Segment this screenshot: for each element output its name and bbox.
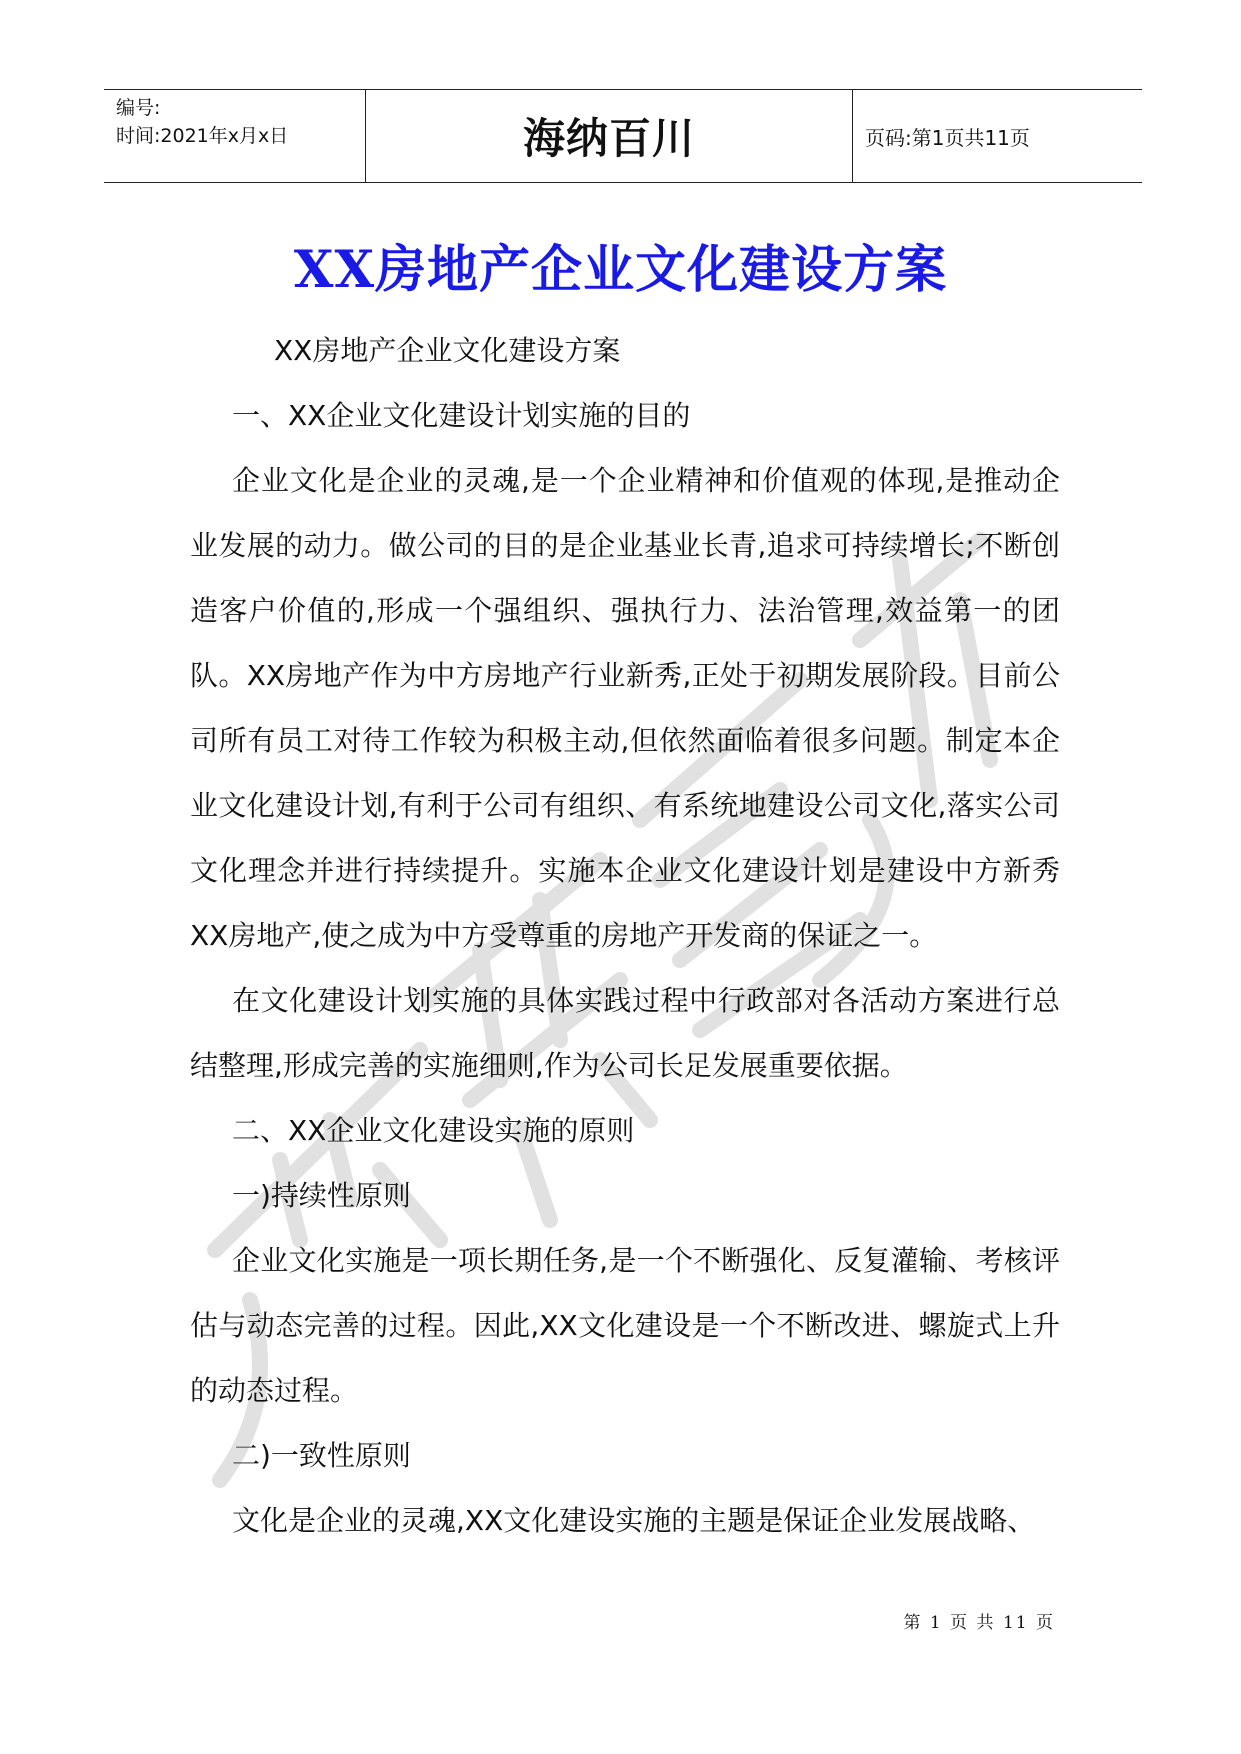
paragraph: 企业文化实施是一项长期任务,是一个不断强化、反复灌输、考核评估与动态完善的过程。因此,XX文化建设是一个不断改进、螺旋式上升的动态过程。 — [190, 1244, 1060, 1407]
header-meta — [104, 90, 366, 182]
document-title: XX房地产企业文化建设方案 — [293, 240, 948, 300]
subsection-heading: 一)持续性原则 — [232, 1179, 411, 1212]
section-heading: 二、XX企业文化建设实施的原则 — [232, 1114, 635, 1147]
document-header — [104, 89, 1142, 183]
paragraph: 在文化建设计划实施的具体实践过程中行政部对各活动方案进行总结整理,形成完善的实施细则,作为公司长足发展重要依据。 — [190, 984, 1060, 1082]
document-number: 编号: — [116, 97, 161, 119]
paragraph: 企业文化是企业的灵魂,是一个企业精神和价值观的体现,是推动企业发展的动力。做公司的目的是企业基业长青,追求可持续增长;不断创造客户价值的,形成一个强组织、强执行力、法治管理,效益第一的团队。XX房地产作为中方房地产行业新秀,正处于初期发展阶段。目前公司所有员工对待工作较为积极主动,但依然面临着很多问题。制定本企业文化建设计划,有利于公司有组织、有系统地建设公司文化,落实公司文化理念并进行持续提升。实施本企业文化建设计划是建设中方新秀XX房地产,使之成为中方受尊重的房地产开发商的保证之一。 — [190, 464, 1060, 952]
header-page-number: 页码:第1页共11页 — [865, 125, 1030, 150]
document-time: 时间:2021年x月x日 — [116, 125, 289, 147]
section-heading: 一、XX企业文化建设计划实施的目的 — [232, 399, 691, 432]
paragraph: XX房地产企业文化建设方案 — [274, 334, 621, 367]
page-footer: 第 1 页 共 11 页 — [903, 1613, 1055, 1633]
document-body — [190, 318, 1060, 1553]
subsection-heading: 二)一致性原则 — [232, 1439, 411, 1472]
paragraph: 文化是企业的灵魂,XX文化建设实施的主题是保证企业发展战略、 — [232, 1504, 1036, 1537]
company-name: 海纳百川 — [366, 90, 853, 182]
